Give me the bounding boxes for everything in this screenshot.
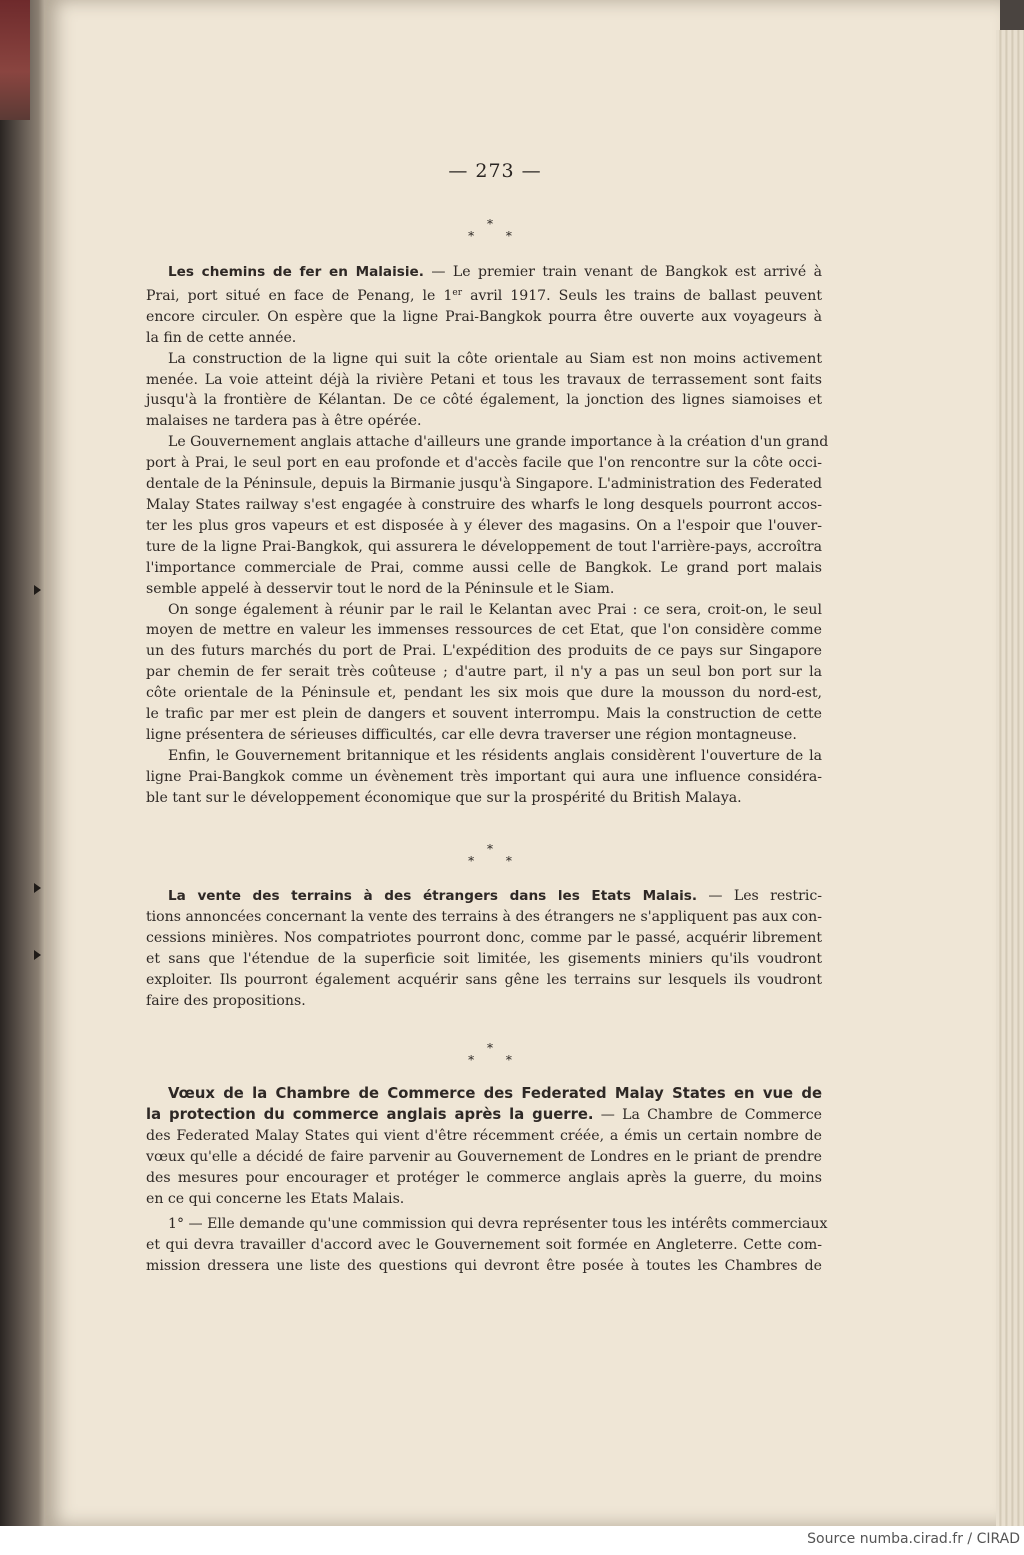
text-line: ble tant sur le développement économique que sur la prospérité du British Malaya. [146, 789, 742, 806]
section-chamber-of-commerce: Vœux de la Chambre de Commerce des Federated Malay States en vue de la protection du commerce anglais après la guerre. — La Chambre de Commerce des Federated Malay States qui vient d'être récemment créée, a émis un certain nombre de vœux qu'elle a décidé de faire parvenir au Gouvernement de Londres en le priant de prendre des mesures pour encourager et protéger le commerce anglais après la guerre, du moins en ce qui concerne les Etats Malais. 1° — Elle demande qu'une commission qui devra représenter tous les intérêts commerciaux et qui devra travailler d'accord avec le Gouvernement soit formée en Angleterre. Cette com- mission dressera une liste des questions qui devront être posée à toutes les Chambres de [146, 1084, 822, 1277]
text-line: Enfin, le Gouvernement britannique et les résidents anglais considèrent l'ouverture de la [168, 747, 822, 764]
margin-mark-icon [34, 883, 41, 893]
text-line: et sans que l'étendue de la superficie soit limitée, les gisements miniers qu'ils voudront [146, 950, 822, 967]
asterism-top: * [487, 842, 493, 856]
text-line: la fin de cette année. [146, 329, 297, 346]
source-credit: Source numba.cirad.fr / CIRAD [807, 1531, 1020, 1547]
asterism-top: * [487, 1041, 493, 1055]
text-line: exploiter. Ils pourront également acquérir sans gêne les terrains sur lesquels ils voudront [146, 971, 822, 988]
text-line: ter les plus gros vapeurs et est disposée à y élever des magasins. On a l'espoir que l'ouver- [146, 517, 822, 534]
asterism-bottom: * * [468, 1053, 526, 1067]
asterism-divider [0, 218, 980, 242]
asterism-bottom: * * [468, 854, 526, 868]
text-line: en ce qui concerne les Etats Malais. [146, 1190, 405, 1207]
text-line: des Federated Malay States qui vient d'être récemment créée, a émis un certain nombre de [146, 1127, 822, 1144]
section-heading: La vente des terrains à des étrangers dans les Etats Malais. [168, 888, 698, 904]
section-land-sale: La vente des terrains à des étrangers dans les Etats Malais. — Les restric- tions annoncées concernant la vente des terrains à des étrangers ne s'appliquent pas aux con- cessions minières. Nos compatriotes pourront donc, comme par le passé, acquérir librement et sans que l'étendue de la superficie soit limitée, les gisements miniers qu'ils voudront exploiter. Ils pourront également acquérir sans gêne les terrains sur lesquels ils voudront faire des propositions. [146, 886, 822, 1011]
text-line: tions annoncées concernant la vente des terrains à des étrangers ne s'appliquent pas aux con- [146, 908, 822, 925]
text-line: dentale de la Péninsule, depuis la Birmanie jusqu'à Singapore. L'administration des Federated [146, 476, 822, 493]
asterism-divider [0, 1042, 980, 1066]
text-line: Le Gouvernement anglais attache d'ailleurs une grande importance à la création d'un grand [168, 434, 829, 451]
text-line: vœux qu'elle a décidé de faire parvenir au Gouvernement de Londres en le priant de prendre [146, 1148, 822, 1165]
text-line: faire des propositions. [146, 992, 306, 1009]
binding-ribbon [0, 0, 30, 120]
text-line: le trafic par mer est plein de dangers et souvent interrompu. Mais la construction de cette [146, 706, 822, 723]
text-line: des mesures pour encourager et protéger le commerce anglais après la guerre, du moins [146, 1169, 822, 1186]
text-line: semble appelé à desservir tout le nord de la Péninsule et le Siam. [146, 580, 615, 597]
text-line: mission dressera une liste des questions qui devront être posée à toutes les Chambres de [146, 1258, 822, 1275]
asterism-top: * [487, 217, 493, 231]
asterism-divider [0, 843, 980, 867]
section-heading: Les chemins de fer en Malaisie. [168, 264, 424, 280]
text-line: La construction de la ligne qui suit la côte orientale au Siam est non moins activement [168, 350, 822, 367]
text-line: On songe également à réunir par le rail le Kelantan avec Prai : ce sera, croit-on, le seul [168, 601, 822, 618]
text-line: un des futurs marchés du port de Prai. L'expédition des produits de ce pays sur Singapore [146, 643, 822, 660]
text-line: ture de la ligne Prai-Bangkok, qui assurera le développement de tout l'arrière-pays, accroîtra [146, 538, 822, 555]
asterism-bottom: * * [468, 229, 526, 243]
page-number: — 273 — [448, 160, 542, 182]
footer-bar [0, 1526, 1024, 1555]
margin-mark-icon [34, 585, 41, 595]
section-heading-continued: la protection du commerce anglais après la guerre. [146, 1105, 594, 1123]
text-line: l'importance commerciale de Prai, comme aussi celle de Bangkok. Le grand port malais [146, 559, 822, 576]
text-line: côte orientale de la Péninsule et, pendant les six mois que dure la mousson du nord-est, [146, 685, 822, 702]
text-line: et qui devra travailler d'accord avec le Gouvernement soit formée en Angleterre. Cette com- [146, 1237, 822, 1254]
text-line: jusqu'à la frontière de Kélantan. De ce côté également, la jonction des lignes siamoises et [146, 392, 822, 409]
text-line: par chemin de fer serait très coûteuse ; d'autre part, il n'y a pas un seul bon port sur la [146, 664, 822, 681]
text-line: 1° — Elle demande qu'une commission qui devra représenter tous les intérêts commerciaux [168, 1216, 828, 1233]
text-line: cessions minières. Nos compatriotes pourront donc, comme par le passé, acquérir librement [146, 929, 822, 946]
margin-mark-icon [34, 950, 41, 960]
text-line: encore circuler. On espère que la ligne Prai-Bangkok pourra être ouverte aux voyageurs à [146, 308, 822, 325]
text-line: ligne présentera de sérieuses difficultés, car elle devra traverser une région montagneuse. [146, 726, 797, 743]
text-line: Malay States railway s'est engagée à construire des wharfs le long desquels pourront accos- [146, 496, 822, 513]
text-line: menée. La voie atteint déjà la rivière Petani et tous les travaux de terrassement sont faits [146, 371, 822, 388]
page-edges [996, 30, 1024, 1526]
text-line: port à Prai, le seul port en eau profonde et d'accès facile que l'on rencontre sur la côte occi- [146, 455, 822, 472]
section-railways: Les chemins de fer en Malaisie. — Le premier train venant de Bangkok est arrivé à Prai, port situé en face de Penang, le 1er avril 1917. Seuls les trains de ballast peuvent encore circuler. On espère que la ligne Prai-Bangkok pourra être ouverte aux voyageurs à la fin de cette année. La construction de la ligne qui suit la côte orientale au Siam est non moins activement menée. La voie atteint déjà la rivière Petani et tous les travaux de terrassement sont faits jusqu'à la frontière de Kélantan. De ce côté également, la jonction des lignes siamoises et malaises ne tardera pas à être opérée. Le Gouvernement anglais attache d'ailleurs une grande importance à la création d'un grand port à Prai, le seul port en eau profonde et d'accès facile que l'on rencontre sur la côte occi- dentale de la Péninsule, depuis la Birmanie jusqu'à Singapore. L'administration des Federated Malay States railway s'est engagée à construire des wharfs le long desquels pourront accos- ter les plus gros vapeurs et est disposée à y élever des magasins. On a l'espoir que l'ouver- ture de la ligne Prai-Bangkok, qui assurera le développement de tout l'arrière-pays, accroîtra l'importance commerciale de Prai, comme aussi celle de Bangkok. Le grand port malais semble appelé à desservir tout le nord de la Péninsule et le Siam. On songe également à réunir par le rail le Kelantan avec Prai : ce sera, croit-on, le seul moyen de mettre en valeur les immenses ressources de cet Etat, que l'on considère comme un des futurs marchés du port de Prai. L'expédition des produits de ce pays sur Singapore par chemin de fer serait très coûteuse ; d'autre part, il n'y a pas un seul bon port sur la côte orientale de la Péninsule et, pendant les six mois que dure la mousson du nord-est, le trafic par mer est plein de dangers et souvent interrompu. Mais la construction de cette ligne présentera de sérieuses difficultés, car elle devra traverser une région montagneuse. Enfin, le Gouvernement britannique et les résidents anglais considèrent l'ouverture de la ligne Prai-Bangkok comme un évènement très important qui aura une influence considéra- ble tant sur le développement économique que sur la prospérité du British Malaya. [146, 262, 822, 809]
text-line: moyen de mettre en valeur les immenses ressources de cet Etat, que l'on considère comme [146, 622, 822, 639]
text-line: malaises ne tardera pas à être opérée. [146, 413, 422, 430]
section-heading: Vœux de la Chambre de Commerce des Federated Malay States en vue de [168, 1085, 822, 1102]
text-line: Prai, port situé en face de Penang, le 1er avril 1917. Seuls les trains de ballast peuvent [146, 287, 822, 304]
text-line: ligne Prai-Bangkok comme un évènement très important qui aura une influence considéra- [146, 768, 822, 785]
